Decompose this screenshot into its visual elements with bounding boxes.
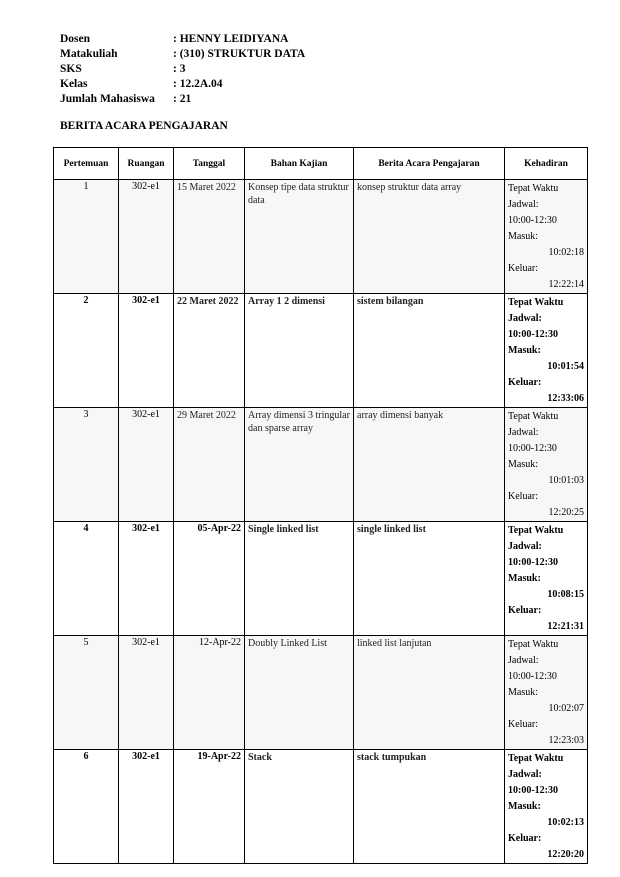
check-in-time: 10:01:54	[547, 361, 584, 372]
table-header-row	[54, 148, 588, 180]
cell-tanggal: 05-Apr-22	[174, 522, 245, 636]
cell-ruangan: 302-e1	[119, 750, 174, 864]
check-out-label: Keluar:	[508, 605, 542, 616]
schedule-label: Jadwal:	[508, 199, 539, 210]
check-out-time: 12:20:25	[548, 507, 584, 518]
column-header-pertemuan: Pertemuan	[54, 148, 119, 180]
check-in-label: Masuk:	[508, 573, 541, 584]
cell-berita-acara: array dimensi banyak	[354, 408, 505, 522]
berita-acara-table	[53, 147, 588, 864]
check-out-time: 12:20:20	[547, 849, 584, 860]
attendance-status: Tepat Waktu	[508, 183, 559, 194]
cell-ruangan: 302-e1	[119, 636, 174, 750]
column-header-kehadiran: Kehadiran	[505, 148, 588, 180]
info-label: SKS	[60, 63, 82, 75]
attendance-status: Tepat Waktu	[508, 411, 559, 422]
cell-berita-acara: linked list lanjutan	[354, 636, 505, 750]
check-in-time: 10:02:07	[548, 703, 584, 714]
info-row-sks	[60, 62, 305, 77]
cell-ruangan: 302-e1	[119, 408, 174, 522]
check-in-time: 10:02:13	[547, 817, 584, 828]
schedule-time: 10:00-12:30	[508, 215, 557, 226]
cell-pertemuan: 6	[54, 750, 119, 864]
info-row-kelas	[60, 77, 305, 92]
cell-berita-acara: single linked list	[354, 522, 505, 636]
check-out-label: Keluar:	[508, 833, 542, 844]
info-value: : 3	[173, 63, 186, 75]
attendance-status: Tepat Waktu	[508, 525, 564, 536]
cell-kehadiran	[505, 408, 588, 522]
cell-pertemuan: 4	[54, 522, 119, 636]
table-row	[54, 750, 588, 864]
cell-pertemuan: 2	[54, 294, 119, 408]
cell-bahan-kajian: Array 1 2 dimensi	[245, 294, 354, 408]
table-row	[54, 636, 588, 750]
check-in-time: 10:08:15	[547, 589, 584, 600]
info-value: : 12.2A.04	[173, 78, 223, 90]
info-value: : (310) STRUKTUR DATA	[173, 48, 306, 60]
column-header-tanggal: Tanggal	[174, 148, 245, 180]
schedule-time: 10:00-12:30	[508, 443, 557, 454]
cell-bahan-kajian: Doubly Linked List	[245, 636, 354, 750]
schedule-time: 10:00-12:30	[508, 671, 557, 682]
attendance-status: Tepat Waktu	[508, 753, 564, 764]
column-header-bahan-kajian: Bahan Kajian	[245, 148, 354, 180]
check-out-label: Keluar:	[508, 491, 538, 502]
column-header-berita-acara: Berita Acara Pengajaran	[354, 148, 505, 180]
check-in-label: Masuk:	[508, 687, 538, 698]
check-in-label: Masuk:	[508, 231, 538, 242]
schedule-label: Jadwal:	[508, 769, 542, 780]
cell-berita-acara: sistem bilangan	[354, 294, 505, 408]
table-row	[54, 408, 588, 522]
check-in-label: Masuk:	[508, 801, 541, 812]
cell-tanggal: 19-Apr-22	[174, 750, 245, 864]
attendance-status: Tepat Waktu	[508, 297, 564, 308]
info-label: Matakuliah	[60, 48, 118, 60]
cell-kehadiran	[505, 522, 588, 636]
cell-ruangan: 302-e1	[119, 180, 174, 294]
cell-pertemuan: 1	[54, 180, 119, 294]
table-row	[54, 522, 588, 636]
info-label: Dosen	[60, 33, 91, 45]
info-row-matakuliah	[60, 47, 305, 62]
schedule-label: Jadwal:	[508, 313, 542, 324]
cell-berita-acara: stack tumpukan	[354, 750, 505, 864]
cell-pertemuan: 3	[54, 408, 119, 522]
cell-bahan-kajian: Konsep tipe data struktur data	[245, 180, 354, 294]
course-info	[60, 32, 305, 107]
check-in-label: Masuk:	[508, 345, 541, 356]
check-in-time: 10:02:18	[548, 247, 584, 258]
cell-bahan-kajian: Array dimensi 3 tringular dan sparse array	[245, 408, 354, 522]
info-row-jumlah-mahasiswa	[60, 92, 305, 107]
column-header-ruangan: Ruangan	[119, 148, 174, 180]
check-out-time: 12:33:06	[547, 393, 584, 404]
check-out-time: 12:22:14	[548, 279, 584, 290]
cell-ruangan: 302-e1	[119, 294, 174, 408]
schedule-label: Jadwal:	[508, 541, 542, 552]
check-out-time: 12:23:03	[548, 735, 584, 746]
cell-ruangan: 302-e1	[119, 522, 174, 636]
check-in-label: Masuk:	[508, 459, 538, 470]
attendance-status: Tepat Waktu	[508, 639, 559, 650]
schedule-time: 10:00-12:30	[508, 785, 558, 796]
cell-tanggal: 12-Apr-22	[174, 636, 245, 750]
cell-bahan-kajian: Single linked list	[245, 522, 354, 636]
check-in-time: 10:01:03	[548, 475, 584, 486]
cell-tanggal: 29 Maret 2022	[174, 408, 245, 522]
cell-kehadiran	[505, 180, 588, 294]
info-label: Jumlah Mahasiswa	[60, 93, 155, 105]
check-out-label: Keluar:	[508, 263, 538, 274]
check-out-label: Keluar:	[508, 377, 542, 388]
cell-kehadiran	[505, 636, 588, 750]
schedule-time: 10:00-12:30	[508, 329, 558, 340]
cell-tanggal: 22 Maret 2022	[174, 294, 245, 408]
cell-berita-acara: konsep struktur data array	[354, 180, 505, 294]
check-out-time: 12:21:31	[547, 621, 584, 632]
table-row	[54, 294, 588, 408]
cell-tanggal: 15 Maret 2022	[174, 180, 245, 294]
cell-pertemuan: 5	[54, 636, 119, 750]
info-label: Kelas	[60, 78, 88, 90]
info-row-dosen	[60, 32, 305, 47]
schedule-label: Jadwal:	[508, 655, 539, 666]
info-value: : 21	[173, 93, 192, 105]
table-row	[54, 180, 588, 294]
cell-kehadiran	[505, 750, 588, 864]
cell-bahan-kajian: Stack	[245, 750, 354, 864]
cell-kehadiran	[505, 294, 588, 408]
section-title: BERITA ACARA PENGAJARAN	[60, 120, 228, 132]
schedule-label: Jadwal:	[508, 427, 539, 438]
check-out-label: Keluar:	[508, 719, 538, 730]
schedule-time: 10:00-12:30	[508, 557, 558, 568]
info-value: : HENNY LEIDIYANA	[173, 33, 289, 45]
